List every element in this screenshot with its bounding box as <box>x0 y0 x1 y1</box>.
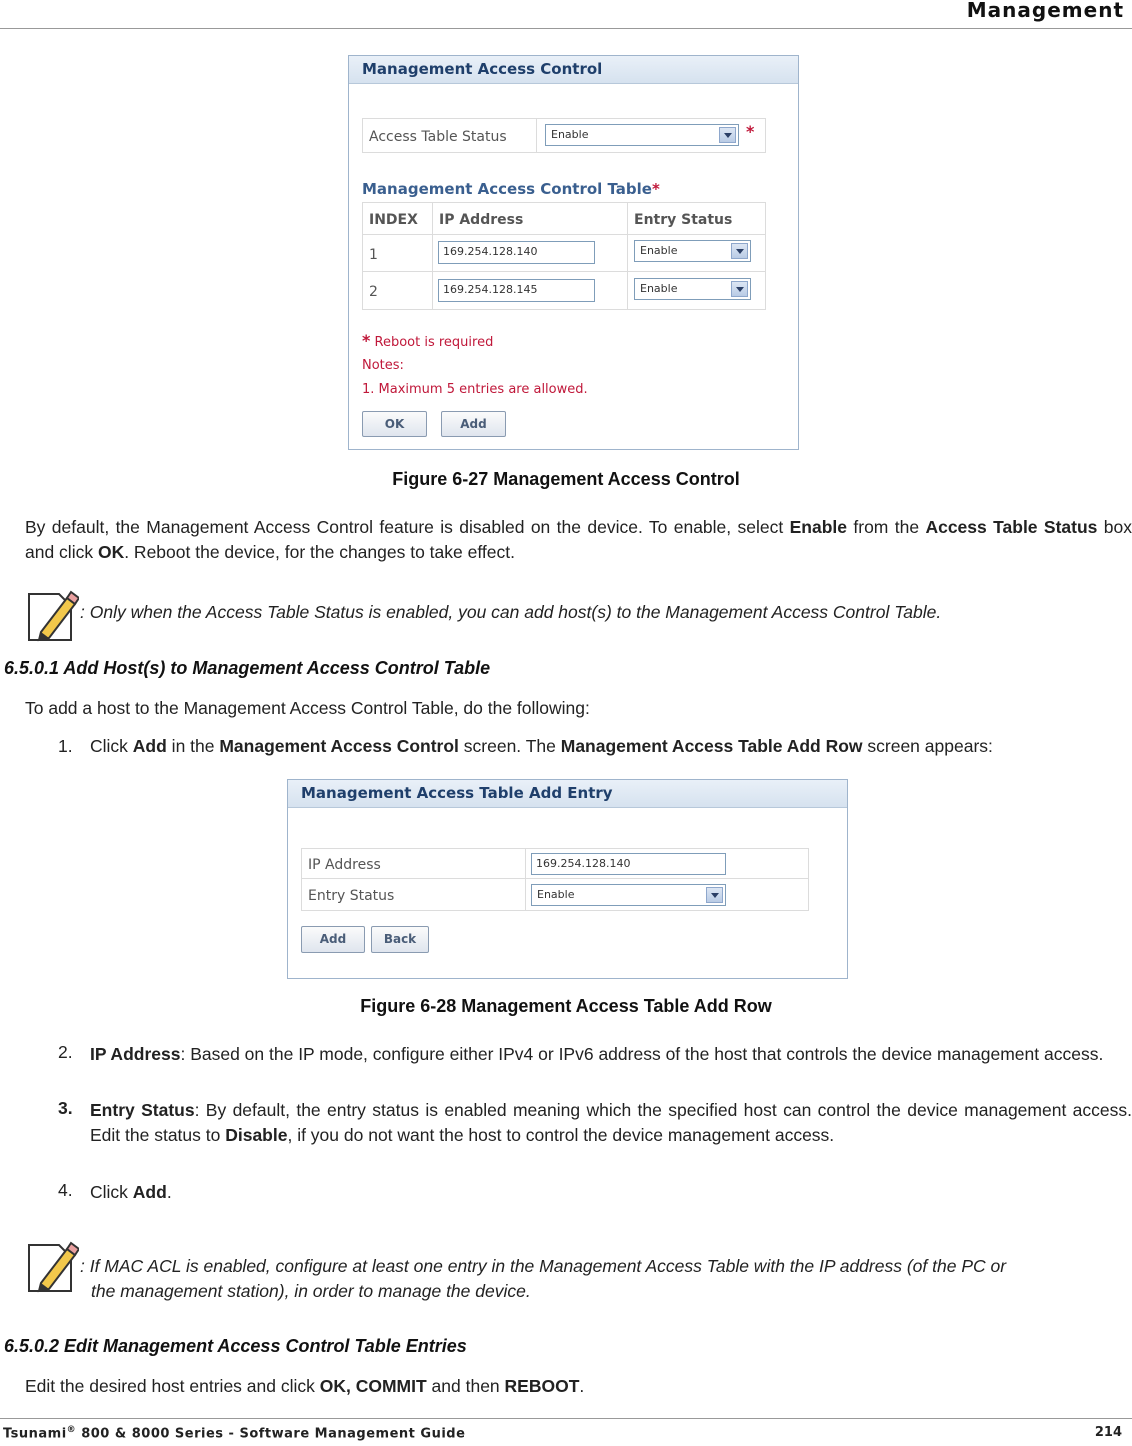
col-entry-status: Entry Status <box>634 212 733 228</box>
ip-address-input[interactable]: 169.254.128.140 <box>531 853 726 875</box>
footer-title: Tsunami® 800 & 8000 Series - Software Management Guide <box>3 1425 466 1442</box>
figure-caption-1: Figure 6-27 Management Access Control <box>392 469 740 489</box>
step-4-number: 4. <box>58 1180 73 1200</box>
header-rule <box>0 28 1132 29</box>
note-text-2-line2: the management station), in order to manage the device. <box>91 1281 531 1301</box>
col-ip-address: IP Address <box>439 212 524 228</box>
note-text-2-line1: : If MAC ACL is enabled, configure at least one entry in the Management Access Table with the IP address (of the PC or <box>80 1256 1007 1276</box>
running-header: Management <box>966 0 1124 22</box>
ip-address-input[interactable]: 169.254.128.140 <box>438 241 595 264</box>
step-1: 1. Click Add in the Management Access Control screen. The Management Access Table Add Row screen appears: <box>58 736 993 756</box>
add-entry-panel <box>287 779 848 979</box>
step-2-number: 2. <box>58 1042 73 1062</box>
note-pencil-icon <box>27 588 79 642</box>
page-number: 214 <box>1094 1425 1122 1440</box>
note-max-entries: 1. Maximum 5 entries are allowed. <box>362 382 588 397</box>
entry-status-select[interactable]: Enable <box>634 278 751 300</box>
note-text-1: : Only when the Access Table Status is enabled, you can add host(s) to the Management Access Control Table. <box>80 602 942 622</box>
entry-status-label: Entry Status <box>308 888 395 904</box>
step-4: Click Add. <box>90 1182 172 1202</box>
paragraph-edit: Edit the desired host entries and click OK, COMMIT and then REBOOT. <box>25 1376 585 1396</box>
table-row: 1 169.254.128.140 Enable <box>363 235 766 272</box>
step-3: Entry Status: By default, the entry status is enabled meaning which the specified host can control the device management access. Edit the status to Disable, if you do not want the host to control the device management access. <box>90 1100 1132 1145</box>
figure-caption-2: Figure 6-28 Management Access Table Add Row <box>360 996 772 1016</box>
step-2: IP Address: Based on the IP mode, configure either IPv4 or IPv6 address of the host that controls the device management access. <box>90 1044 1104 1064</box>
paragraph-default: By default, the Management Access Control feature is disabled on the device. To enable, select Enable from the Access Table Status box and click OK. Reboot the device, for the changes to take effect. <box>25 517 1132 562</box>
table-title: Management Access Control Table* <box>362 180 660 198</box>
notes-label: Notes: <box>362 358 404 373</box>
section-heading-edit-entries: 6.5.0.2 Edit Management Access Control Table Entries <box>4 1336 467 1356</box>
chevron-down-icon <box>731 243 748 259</box>
chevron-down-icon <box>719 127 736 143</box>
table-row: 2 169.254.128.145 Enable <box>363 272 766 310</box>
back-button[interactable]: Back <box>371 926 429 953</box>
step-3-number: 3. <box>58 1098 73 1118</box>
access-table-status-label: Access Table Status <box>369 129 507 145</box>
access-status-table <box>362 118 766 153</box>
ip-address-input[interactable]: 169.254.128.145 <box>438 279 595 302</box>
ok-button[interactable]: OK <box>362 411 427 437</box>
footer-rule <box>0 1418 1132 1419</box>
section-heading-add-hosts: 6.5.0.1 Add Host(s) to Management Access Control Table <box>4 658 491 678</box>
panel-title: Management Access Control <box>349 56 798 84</box>
chevron-down-icon <box>731 281 748 297</box>
intro-paragraph: To add a host to the Management Access Control Table, do the following: <box>25 698 590 718</box>
ip-address-label: IP Address <box>308 857 381 873</box>
access-table-status-select[interactable]: Enable <box>545 124 739 146</box>
chevron-down-icon <box>706 887 723 903</box>
access-control-table <box>362 202 766 310</box>
add-button[interactable]: Add <box>441 411 506 437</box>
add-entry-form <box>301 848 809 911</box>
entry-status-select[interactable]: Enable <box>531 884 726 906</box>
note-pencil-icon <box>27 1239 79 1293</box>
panel-title: Management Access Table Add Entry <box>288 780 847 808</box>
col-index: INDEX <box>369 212 418 228</box>
add-button[interactable]: Add <box>301 926 365 953</box>
required-star: * <box>746 122 755 141</box>
management-access-control-panel <box>348 55 799 450</box>
reboot-note: * Reboot is required <box>362 331 494 350</box>
entry-status-select[interactable]: Enable <box>634 240 751 262</box>
